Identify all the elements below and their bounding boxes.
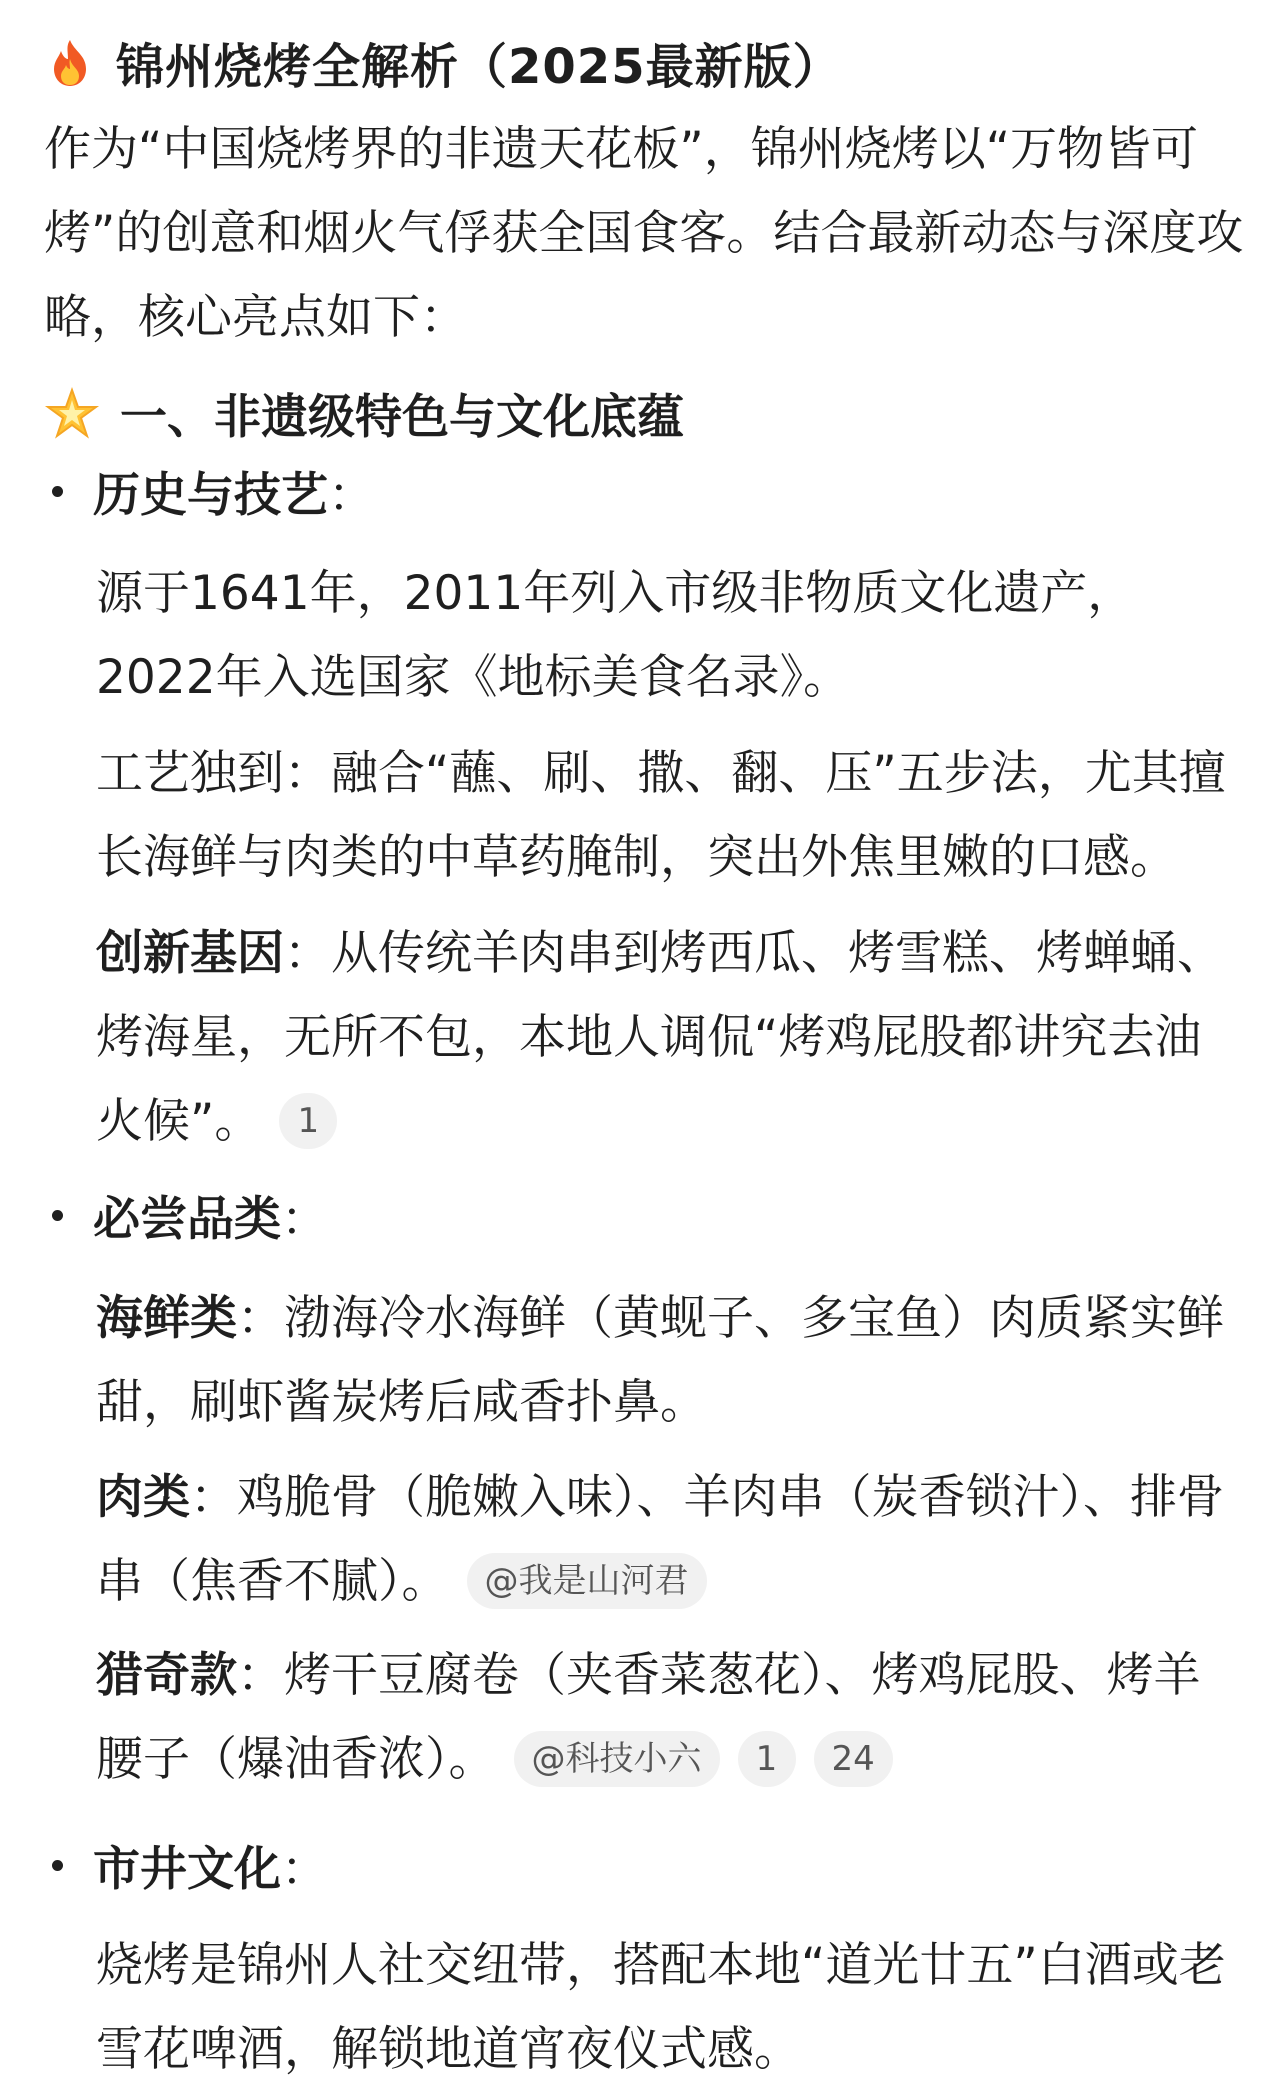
bullet-must-try <box>52 1182 328 1249</box>
section-title: 一、非遗级特色与文化底蕴 <box>120 390 684 445</box>
bullet-colon: ： <box>328 468 375 523</box>
page-title: 锦州烧烤全解析（2025最新版） <box>116 39 842 95</box>
seafood-paragraph <box>96 1277 1246 1445</box>
novel-text: ：烤干豆腐卷（夹香菜葱花）、烤鸡屁股、烤羊腰子（爆油香浓）。 <box>96 1648 1201 1787</box>
bullet-colon: ： <box>281 1842 328 1897</box>
novel-label: 猎奇款 <box>96 1648 237 1703</box>
bullet-heading: 必尝品类 <box>93 1192 281 1247</box>
intro-paragraph: 作为“中国烧烤界的非遗天花板”，锦州烧烤以“万物皆可烤”的创意和烟火气俘获全国食客。结合最新动态与深度攻略，核心亮点如下： <box>44 122 1244 345</box>
meat-paragraph <box>96 1456 1246 1624</box>
bullet-history <box>52 458 375 525</box>
bullet-colon: ： <box>281 1192 328 1247</box>
citation-badge[interactable]: 1 <box>279 1093 337 1149</box>
citation-badge[interactable]: 24 <box>814 1731 893 1787</box>
fire-icon <box>44 37 96 89</box>
innovation-text: ：从传统羊肉串到烤西瓜、烤雪糕、烤蝉蛹、烤海星，无所不包，本地人调侃“烤鸡屁股都讲究去油火候”。 <box>96 926 1224 1149</box>
meat-text: ：鸡脆骨（脆嫩入味）、羊肉串（炭香锁汁）、排骨串（焦香不腻）。 <box>96 1470 1224 1609</box>
history-origin-paragraph: 源于1641年，2011年列入市级非物质文化遗产，2022年入选国家《地标美食名录》。 <box>96 566 1135 705</box>
section-heading <box>44 380 684 447</box>
culture-paragraph: 烧烤是锦州人社交纽带，搭配本地“道光廿五”白酒或老雪花啤酒，解锁地道宵夜仪式感。 <box>96 1938 1226 2077</box>
history-craft-paragraph: 工艺独到：融合“蘸、刷、撒、翻、压”五步法，尤其擅长海鲜与肉类的中草药腌制，突出外焦里嫩的口感。 <box>96 746 1226 885</box>
meat-label: 肉类 <box>96 1470 190 1525</box>
glowing-star-icon <box>44 386 100 442</box>
bullet-dot <box>52 1860 63 1871</box>
citation-badge[interactable]: 1 <box>738 1731 796 1787</box>
bullet-heading: 市井文化 <box>93 1842 281 1897</box>
bullet-dot <box>52 486 63 497</box>
source-badge[interactable]: @我是山河君 <box>467 1553 707 1609</box>
seafood-label: 海鲜类 <box>96 1291 237 1346</box>
bullet-culture <box>52 1832 328 1899</box>
title-row <box>44 28 842 97</box>
novel-paragraph <box>96 1634 1246 1802</box>
bullet-heading: 历史与技艺 <box>93 468 328 523</box>
innovation-label: 创新基因 <box>96 926 284 981</box>
bullet-dot <box>52 1210 63 1221</box>
source-badge[interactable]: @科技小六 <box>514 1731 720 1787</box>
seafood-text: ：渤海冷水海鲜（黄蚬子、多宝鱼）肉质紧实鲜甜，刷虾酱炭烤后咸香扑鼻。 <box>96 1291 1224 1430</box>
history-innovation-paragraph <box>96 912 1246 1164</box>
